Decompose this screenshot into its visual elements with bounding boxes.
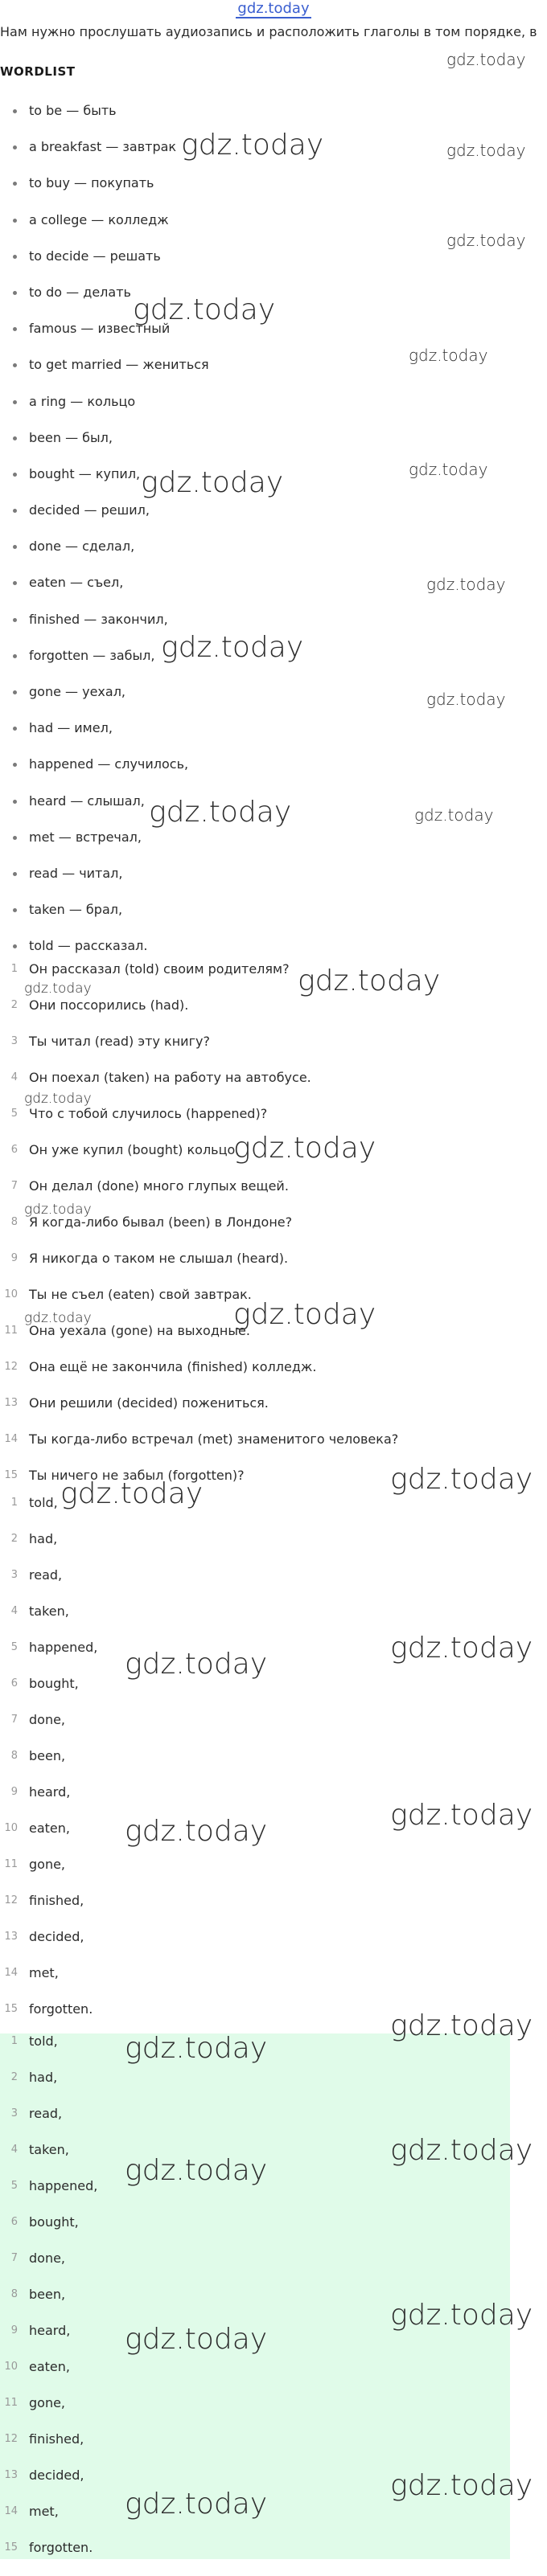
- bullet-icon: [13, 182, 17, 186]
- wordlist-item-text: a college — колледж: [29, 211, 169, 227]
- wordlist-item-text: finished — закончил,: [29, 611, 168, 627]
- watermark-text: gdz.today: [390, 1799, 533, 1832]
- item-number: 5: [10, 2180, 18, 2192]
- sentence-item-text: Она ещё не закончила (finished) колледж.: [29, 1359, 317, 1374]
- answer-item-text: gone,: [29, 1857, 66, 1872]
- sentence-item-text: Они решили (decided) пожениться.: [29, 1395, 269, 1411]
- wordlist: [0, 103, 515, 975]
- wordlist-item: [0, 394, 515, 430]
- answer-item-text: decided,: [29, 1929, 84, 1944]
- watermark-text: gdz.today: [233, 1298, 376, 1331]
- item-number: 5: [10, 1641, 18, 1653]
- wordlist-item: [0, 866, 515, 902]
- item-number: 10: [4, 2361, 18, 2373]
- wordlist-item-text: to be — быть: [29, 103, 117, 118]
- item-number: 4: [10, 1071, 18, 1083]
- wordlist-item-text: told — рассказал.: [29, 938, 148, 954]
- item-number: 15: [4, 1469, 18, 1481]
- item-number: 12: [4, 1361, 18, 1373]
- sentence-item: [0, 1214, 515, 1251]
- watermark-text: gdz.today: [24, 1091, 92, 1107]
- item-number: 6: [10, 1144, 18, 1156]
- answer-highlighted-item-text: told,: [29, 2033, 58, 2049]
- sentences-list: [0, 961, 515, 1504]
- answer-highlighted-item: [0, 2214, 510, 2250]
- watermark-text: gdz.today: [133, 293, 276, 326]
- item-number: 15: [4, 2003, 18, 2015]
- item-number: 13: [4, 2469, 18, 2481]
- watermark-text: gdz.today: [390, 2134, 533, 2167]
- sentence-item-text: Он делал (done) много глупых вещей.: [29, 1178, 289, 1194]
- sentence-item-text: Ты когда-либо встречал (met) знаменитого человека?: [29, 1431, 399, 1447]
- bullet-icon: [13, 473, 17, 477]
- bullet-icon: [13, 109, 17, 113]
- wordlist-item: [0, 248, 515, 285]
- wordlist-item-text: to do — делать: [29, 284, 131, 300]
- item-number: 13: [4, 1397, 18, 1409]
- sentence-item-text: Он поехал (taken) на работу на автобусе.: [29, 1070, 311, 1085]
- item-number: 8: [10, 2288, 18, 2300]
- item-number: 8: [10, 1216, 18, 1228]
- watermark-text: gdz.today: [60, 1477, 204, 1510]
- answer-item-text: taken,: [29, 1603, 69, 1619]
- sentence-item-text: Ты читал (read) эту книгу?: [29, 1034, 210, 1049]
- watermark-logo-top: [0, 0, 547, 17]
- answer-item: [0, 1893, 515, 1929]
- watermark-text: gdz.today: [233, 1132, 376, 1165]
- wordlist-item-text: eaten — съел,: [29, 575, 124, 591]
- wordlist-item: [0, 720, 515, 756]
- watermark-text: gdz.today: [181, 129, 324, 162]
- item-number: 2: [10, 1533, 18, 1545]
- watermark-text: gdz.today: [446, 50, 526, 69]
- watermark-text: gdz.today: [125, 2032, 268, 2065]
- item-number: 11: [4, 1858, 18, 1870]
- watermark-text: gdz.today: [414, 805, 494, 825]
- wordlist-item-text: forgotten — забыл,: [29, 647, 155, 663]
- bullet-icon: [13, 581, 17, 585]
- bullet-icon: [13, 872, 17, 876]
- item-number: 4: [10, 2144, 18, 2156]
- wordlist-item-text: taken — брал,: [29, 902, 123, 918]
- item-number: 2: [10, 2071, 18, 2083]
- item-number: 3: [10, 2107, 18, 2119]
- watermark-text: gdz.today: [125, 2154, 268, 2187]
- answer-highlighted-item-text: heard,: [29, 2323, 71, 2338]
- item-number: 2: [10, 999, 18, 1011]
- answer-item: [0, 1748, 515, 1784]
- sentence-item: [0, 1395, 515, 1431]
- bullet-icon: [13, 690, 17, 694]
- wordlist-item-text: read — читал,: [29, 865, 123, 881]
- item-number: 13: [4, 1931, 18, 1943]
- item-number: 9: [10, 2324, 18, 2336]
- wordlist-item: [0, 175, 515, 211]
- sentence-item-text: Она уехала (gone) на выходные.: [29, 1323, 250, 1338]
- sentence-item: [0, 997, 515, 1034]
- item-number: 6: [10, 1677, 18, 1689]
- wordlist-item-text: famous — известный: [29, 321, 171, 337]
- answer-item-text: forgotten.: [29, 2001, 93, 2017]
- bullet-icon: [13, 800, 17, 804]
- sentence-item-text: Я никогда о таком не слышал (heard).: [29, 1251, 289, 1266]
- watermark-text: gdz.today: [125, 2488, 268, 2521]
- item-number: 7: [10, 2252, 18, 2264]
- bullet-icon: [13, 363, 17, 367]
- wordlist-item-text: a breakfast — завтрак: [29, 139, 177, 155]
- answer-item-text: eaten,: [29, 1820, 70, 1836]
- wordlist-item: [0, 212, 515, 248]
- wordlist-item-text: to buy — покупать: [29, 175, 154, 191]
- item-number: 15: [4, 2541, 18, 2553]
- answer-highlighted-item-text: gone,: [29, 2395, 66, 2410]
- bullet-icon: [13, 291, 17, 295]
- wordlist-item-text: had — имел,: [29, 720, 113, 736]
- answer-item-text: done,: [29, 1712, 66, 1727]
- answer-highlighted-item-text: been,: [29, 2287, 66, 2302]
- answer-highlighted-item-text: bought,: [29, 2214, 79, 2230]
- item-number: 9: [10, 1786, 18, 1798]
- watermark-text: gdz.today: [24, 981, 92, 997]
- answer-item: [0, 1929, 515, 1965]
- bullet-icon: [13, 509, 17, 513]
- answer-item-text: told,: [29, 1495, 58, 1510]
- sentence-item-text: Ты не съел (eaten) свой завтрак.: [29, 1287, 252, 1302]
- item-number: 5: [10, 1108, 18, 1120]
- answer-item-text: had,: [29, 1531, 58, 1546]
- sentence-item: [0, 1034, 515, 1070]
- sentence-item-text: Он уже купил (bought) кольцо.: [29, 1142, 240, 1157]
- answer-highlighted-item-text: done,: [29, 2250, 66, 2266]
- item-number: 11: [4, 2397, 18, 2409]
- watermark-text: gdz.today: [141, 466, 284, 499]
- bullet-icon: [13, 436, 17, 440]
- answer-highlighted-item-text: forgotten.: [29, 2540, 93, 2555]
- bullet-icon: [13, 727, 17, 731]
- watermark-text: gdz.today: [390, 2469, 533, 2502]
- sentence-item-text: Я когда-либо бывал (been) в Лондоне?: [29, 1214, 293, 1230]
- watermark-text: gdz.today: [409, 460, 488, 479]
- watermark-text: gdz.today: [237, 0, 310, 17]
- sentence-item-text: Они поссорились (had).: [29, 997, 189, 1013]
- answers-list: [0, 1495, 515, 2037]
- answer-highlighted-item: [0, 2250, 510, 2287]
- answer-item: [0, 1965, 515, 2001]
- answer-item-text: heard,: [29, 1784, 71, 1800]
- bullet-icon: [13, 944, 17, 948]
- item-number: 1: [10, 1497, 18, 1509]
- bullet-icon: [13, 219, 17, 223]
- watermark-text: gdz.today: [390, 1463, 533, 1496]
- answer-highlighted-item-text: eaten,: [29, 2359, 70, 2374]
- answer-highlighted-item-text: finished,: [29, 2431, 84, 2447]
- watermark-text: gdz.today: [24, 1202, 92, 1218]
- answer-highlighted-item: [0, 2431, 510, 2467]
- wordlist-item-text: bought — купил,: [29, 465, 141, 481]
- answer-item-text: finished,: [29, 1893, 84, 1908]
- answer-item: [0, 1531, 515, 1567]
- wordlist-item-text: gone — уехал,: [29, 684, 125, 699]
- answer-highlighted-item-text: read,: [29, 2106, 63, 2121]
- sentence-item-text: Ты ничего не забыл (forgotten)?: [29, 1468, 245, 1483]
- answer-item: [0, 1567, 515, 1603]
- item-number: 9: [10, 1252, 18, 1264]
- sentence-item: [0, 1359, 515, 1395]
- answer-item: [0, 1676, 515, 1712]
- watermark-text: gdz.today: [446, 141, 526, 160]
- bullet-icon: [13, 145, 17, 149]
- sentence-item: [0, 1251, 515, 1287]
- wordlist-item-text: decided — решил,: [29, 502, 150, 518]
- bullet-icon: [13, 400, 17, 404]
- answer-item: [0, 1712, 515, 1748]
- watermark-text: gdz.today: [24, 1310, 92, 1326]
- answer-highlighted-item-text: met,: [29, 2504, 59, 2519]
- bullet-icon: [13, 327, 17, 331]
- item-number: 7: [10, 1714, 18, 1726]
- answer-item-text: bought,: [29, 1676, 79, 1691]
- wordlist-item-text: a ring — кольцо: [29, 393, 136, 409]
- answer-highlighted-item-text: decided,: [29, 2467, 84, 2483]
- answer-highlighted-item-text: taken,: [29, 2142, 69, 2157]
- watermark-text: gdz.today: [161, 631, 304, 664]
- wordlist-item-text: been — был,: [29, 429, 113, 445]
- item-number: 14: [4, 2505, 18, 2517]
- item-number: 4: [10, 1605, 18, 1617]
- item-number: 10: [4, 1822, 18, 1834]
- watermark-text: gdz.today: [125, 2323, 268, 2356]
- bullet-icon: [13, 618, 17, 622]
- answer-highlighted-item: [0, 2540, 510, 2576]
- answer-item-text: met,: [29, 1965, 59, 1980]
- bullet-icon: [13, 545, 17, 549]
- answer-highlighted-item: [0, 2359, 510, 2395]
- item-number: 3: [10, 1035, 18, 1047]
- item-number: 7: [10, 1180, 18, 1192]
- sentence-item-text: Он рассказал (told) своим родителям?: [29, 961, 290, 977]
- wordlist-item: [0, 539, 515, 575]
- answer-item: [0, 1857, 515, 1893]
- bullet-icon: [13, 654, 17, 658]
- watermark-text: gdz.today: [390, 1632, 533, 1665]
- bullet-icon: [13, 908, 17, 912]
- answer-item-text: read,: [29, 1567, 63, 1583]
- wordlist-item: [0, 502, 515, 539]
- answer-item-text: happened,: [29, 1640, 98, 1655]
- wordlist-item-text: happened — случилось,: [29, 756, 189, 772]
- item-number: 10: [4, 1288, 18, 1300]
- item-number: 1: [10, 963, 18, 975]
- task-intro-text: Нам нужно прослушать аудиозапись и расположить глаголы в том порядке, в: [0, 24, 537, 39]
- answer-highlighted-item: [0, 2070, 510, 2106]
- item-number: 12: [4, 2433, 18, 2445]
- watermark-text: gdz.today: [426, 690, 506, 709]
- watermark-text: gdz.today: [426, 575, 506, 594]
- wordlist-item-text: to get married — жениться: [29, 357, 209, 373]
- watermark-text: gdz.today: [446, 231, 526, 250]
- watermark-text: gdz.today: [298, 964, 441, 997]
- wordlist-item: [0, 756, 515, 792]
- answer-highlighted-item-text: had,: [29, 2070, 58, 2085]
- watermark-text: gdz.today: [390, 2299, 533, 2332]
- watermark-text: gdz.today: [409, 346, 488, 365]
- item-number: 8: [10, 1750, 18, 1762]
- item-number: 1: [10, 2035, 18, 2047]
- item-number: 14: [4, 1433, 18, 1445]
- bullet-icon: [13, 836, 17, 840]
- item-number: 11: [4, 1325, 18, 1337]
- bullet-icon: [13, 763, 17, 767]
- answer-highlighted-item: [0, 2395, 510, 2431]
- bullet-icon: [13, 255, 17, 259]
- watermark-text: gdz.today: [125, 1648, 268, 1681]
- answer-highlighted-item-text: happened,: [29, 2178, 98, 2193]
- wordlist-item-text: heard — слышал,: [29, 792, 145, 809]
- item-number: 14: [4, 1967, 18, 1979]
- wordlist-item-text: met — встречал,: [29, 829, 142, 845]
- watermark-text: gdz.today: [125, 1815, 268, 1848]
- wordlist-heading: WORDLIST: [0, 64, 76, 79]
- watermark-text: gdz.today: [149, 796, 292, 829]
- wordlist-item-text: to decide — решать: [29, 248, 161, 264]
- wordlist-item-text: done — сделал,: [29, 539, 135, 555]
- watermark-text: gdz.today: [390, 2009, 533, 2042]
- sentence-item-text: Что с тобой случилось (happened)?: [29, 1106, 268, 1121]
- wordlist-item: [0, 829, 515, 866]
- wordlist-item: [0, 902, 515, 938]
- answer-item-text: been,: [29, 1748, 66, 1763]
- item-number: 12: [4, 1894, 18, 1906]
- item-number: 6: [10, 2216, 18, 2228]
- item-number: 3: [10, 1569, 18, 1581]
